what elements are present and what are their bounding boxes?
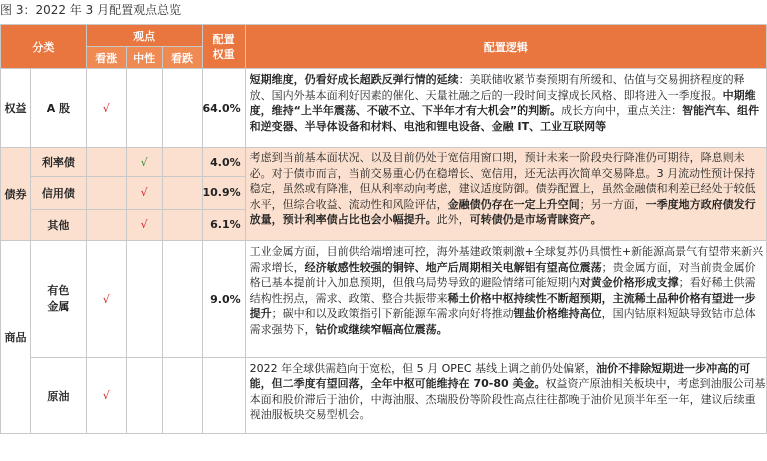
a-share-logic-part-5: 智能汽车、组件和逆变器、半导体设备和材料、电池和锂电设备、金融 IT、工业互联网等 <box>249 104 760 133</box>
bond-logic-part-4: 此外， <box>436 213 470 226</box>
nonferrous-neutral-cell <box>126 241 162 358</box>
credit-bond-neutral-mark: √ <box>126 177 162 209</box>
crude-oil-bear-cell <box>162 358 202 434</box>
figure-caption: 图 3：2022 年 3 月配置观点总览 <box>0 3 182 17</box>
bond-logic-part-5: 可转债仍是市场青睐资产。 <box>469 213 602 226</box>
bond-logic <box>245 148 766 241</box>
category-equity: 权益 <box>1 69 31 148</box>
crude-oil-weight-cell <box>202 358 245 434</box>
rate-bond-bear-cell <box>162 148 202 177</box>
subcategory-a-share: A 股 <box>30 69 86 148</box>
header-logic: 配置逻辑 <box>245 25 766 69</box>
a-share-bear-cell <box>162 69 202 148</box>
crude-oil-neutral-cell <box>126 358 162 434</box>
header-bull: 看涨 <box>86 47 126 69</box>
header-bear: 看跌 <box>162 47 202 69</box>
category-commodity: 商品 <box>1 241 31 434</box>
a-share-logic-part-2: 报。 <box>700 88 723 102</box>
bond-logic-part-1: 金融债仍存在一定上升空间 <box>447 197 580 211</box>
nonferrous-bear-cell <box>162 241 202 358</box>
metal-logic-part-6: ；碳中和以及政策指引下新能源车需求向好将推动 <box>271 307 514 320</box>
metal-logic-part-4: ；看好稀土供需结构性拐点，需求、政策、整合共振带来 <box>249 276 756 305</box>
metal-logic-part-1: 经济敏感性较强的铜锌、地产后周期相关电解铝有望高位震荡 <box>304 260 602 274</box>
rate-bond-weight: 4.0% <box>202 148 245 177</box>
a-share-logic <box>245 69 766 148</box>
a-share-logic-part-0: 短期维度，仍看好成长超跌反弹行情的延续 <box>249 73 459 86</box>
header-neutral: 中性 <box>126 47 162 69</box>
metal-logic-part-0: 工业金属方面，目前供给端增速可控，海外基建政策刺激+全球复苏仍具惯性+新能源高景气有望带来新兴需求增长， <box>249 245 764 274</box>
oil-logic-part-2: 权益资产原油相关板块中，考虑到油服公司基本面和股价滞后于油价，中海油服、杰瑞股份等阶段性高点往往都晚于油价见顶半年至一年，建议后续重视油服板块交易型机会。 <box>249 377 766 421</box>
bond-logic-part-0: 考虑到当前基本面状况、以及目前仍处于宽信用窗口期，预计未来一阶段央行降准仍可期待，降息则未必。对于债市而言，当前交易重心仍在稳增长、宽信用，还无法再次简单交易降息。3 月流动性预计保持稳定，虽然或有降准，但从利率动向考虑，建议适度防御。债券配置上，虽然金融债和利差已经处于较低水平，但综合收益、流动性和风险评估， <box>249 151 756 211</box>
metal-logic-part-2: ；贵金属方面，对当前贵金属价格已基本提前计入加息预期，但俄乌局势导致的避险情绪可能短期内 <box>249 260 756 289</box>
subcategory-other-bond: 其他 <box>30 209 86 240</box>
metal-logic-part-5: 稀土价格中枢持续性不断超预期，主流稀土品种价格有望进一步提升 <box>249 291 756 320</box>
a-share-logic-part-1: ：美联储收紧节奏预期有所缓和、估值与交易拥挤程度的释放、国内外基本面利好因素的催化、天量社融之后的一段时间支撑成长风格、即将进入一季度 <box>249 73 745 102</box>
rate-bond-bull-cell <box>86 148 126 177</box>
oil-logic-part-0: 2022 年全球供需趋向于宽松，但 5 月 OPEC 基线上调之前仍处偏紧， <box>249 361 597 375</box>
subcategory-credit-bond: 信用债 <box>30 177 86 209</box>
metal-logic-part-3: 对黄金价格形成支撑 <box>579 276 679 289</box>
a-share-neutral-cell <box>126 69 162 148</box>
header-weight <box>202 25 245 69</box>
other-bond-weight: 6.1% <box>202 209 245 240</box>
nonferrous-weight: 9.0% <box>202 241 245 358</box>
allocation-table <box>0 24 767 434</box>
a-share-weight: 64.0% <box>202 69 245 148</box>
oil-logic-part-1: 油价不排除短期进一步冲高的可能，但二季度有望回落，全年中枢可能维持在 70-80 美金。 <box>249 361 751 390</box>
other-bond-bear-cell <box>162 209 202 240</box>
crude-oil-bull-mark: √ <box>86 358 126 434</box>
metal-logic-part-9: 钴价或继续窄幅高位震荡。 <box>315 322 448 336</box>
a-share-logic-part-3: 中期维度，维持“上半年震荡、不破不立、下半年才有大机会”的判断。 <box>249 88 756 117</box>
credit-bond-bull-cell <box>86 177 126 209</box>
header-weight-label: 配置权重 <box>212 32 235 61</box>
nonferrous-logic <box>245 241 766 358</box>
credit-bond-weight: 10.9% <box>202 177 245 209</box>
a-share-logic-part-4: 成长方向中，重点关注： <box>561 104 683 117</box>
subcategory-rate-bond: 利率债 <box>30 148 86 177</box>
header-category: 分类 <box>1 25 87 69</box>
a-share-bull-mark: √ <box>86 69 126 148</box>
nonferrous-bull-mark: √ <box>86 241 126 358</box>
header-view: 观点 <box>86 25 202 47</box>
bond-logic-part-3: 一季度地方政府债发行放量，预计利率债占比也会小幅提升。 <box>249 197 756 226</box>
nonferrous-metals-label: 有色金属 <box>47 284 70 313</box>
other-bond-bull-cell <box>86 209 126 240</box>
crude-oil-logic <box>245 358 766 434</box>
subcategory-nonferrous-metals <box>30 241 86 358</box>
credit-bond-bear-cell <box>162 177 202 209</box>
category-bond: 债券 <box>1 148 31 241</box>
subcategory-crude-oil: 原油 <box>30 358 86 434</box>
other-bond-neutral-mark: √ <box>126 209 162 240</box>
metal-logic-part-8: ，国内钴原料短缺导致钴市总体需求强势下， <box>249 307 756 336</box>
metal-logic-part-7: 锂盐价格维持高位 <box>513 307 602 320</box>
bond-logic-part-2: ；另一方面， <box>579 197 646 211</box>
rate-bond-neutral-mark: √ <box>126 148 162 177</box>
